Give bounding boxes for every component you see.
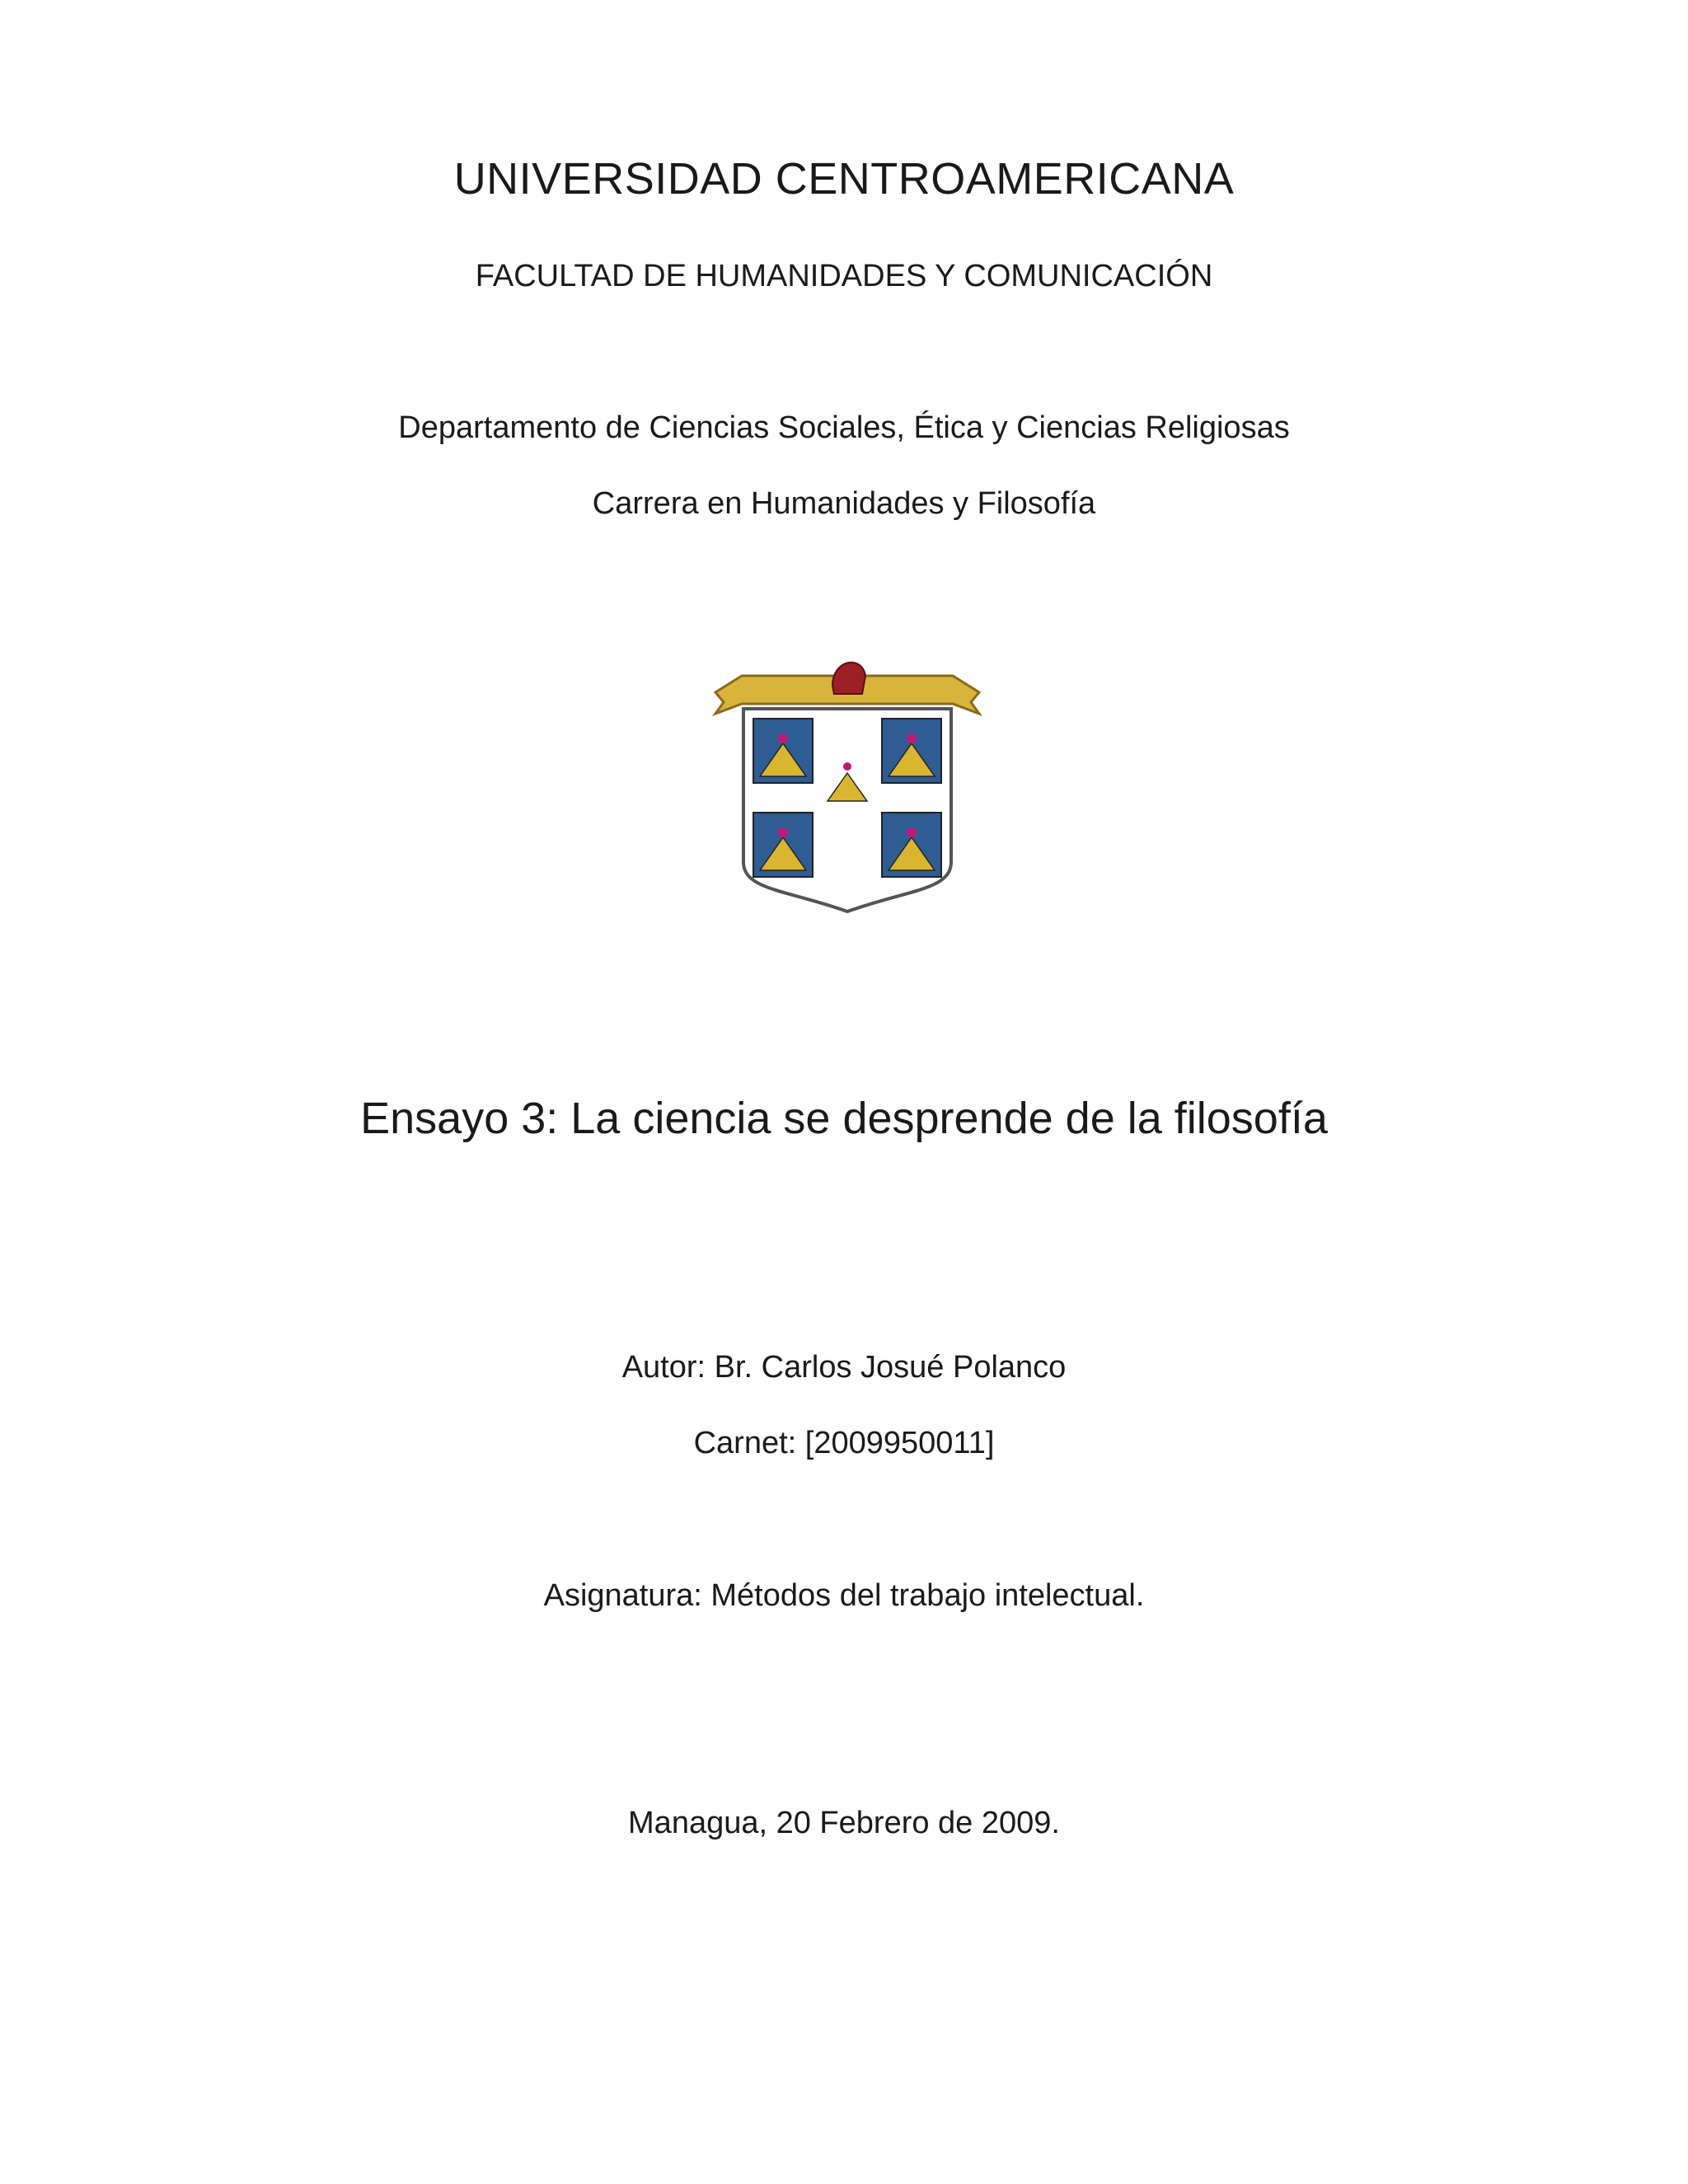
author-line: Autor: Br. Carlos Josué Polanco <box>621 1350 1067 1385</box>
subject-line: Asignatura: Métodos del trabajo intelectual. <box>543 1578 1145 1613</box>
essay-title: Ensayo 3: La ciencia se desprende de la filosofía <box>360 1094 1328 1143</box>
place-date: Managua, 20 Febrero de 2009. <box>628 1806 1060 1840</box>
career-name: Carrera en Humanidades y Filosofía <box>592 486 1096 521</box>
university-name: UNIVERSIDAD CENTROAMERICANA <box>453 154 1235 204</box>
carnet-line: Carnet: [2009950011] <box>693 1426 995 1460</box>
faculty-name: FACULTAD DE HUMANIDADES Y COMUNICACIÓN <box>475 259 1213 293</box>
department-name: Departamento de Ciencias Sociales, Ética y Ciencias Religiosas <box>398 410 1290 445</box>
university-crest-icon <box>709 643 986 920</box>
